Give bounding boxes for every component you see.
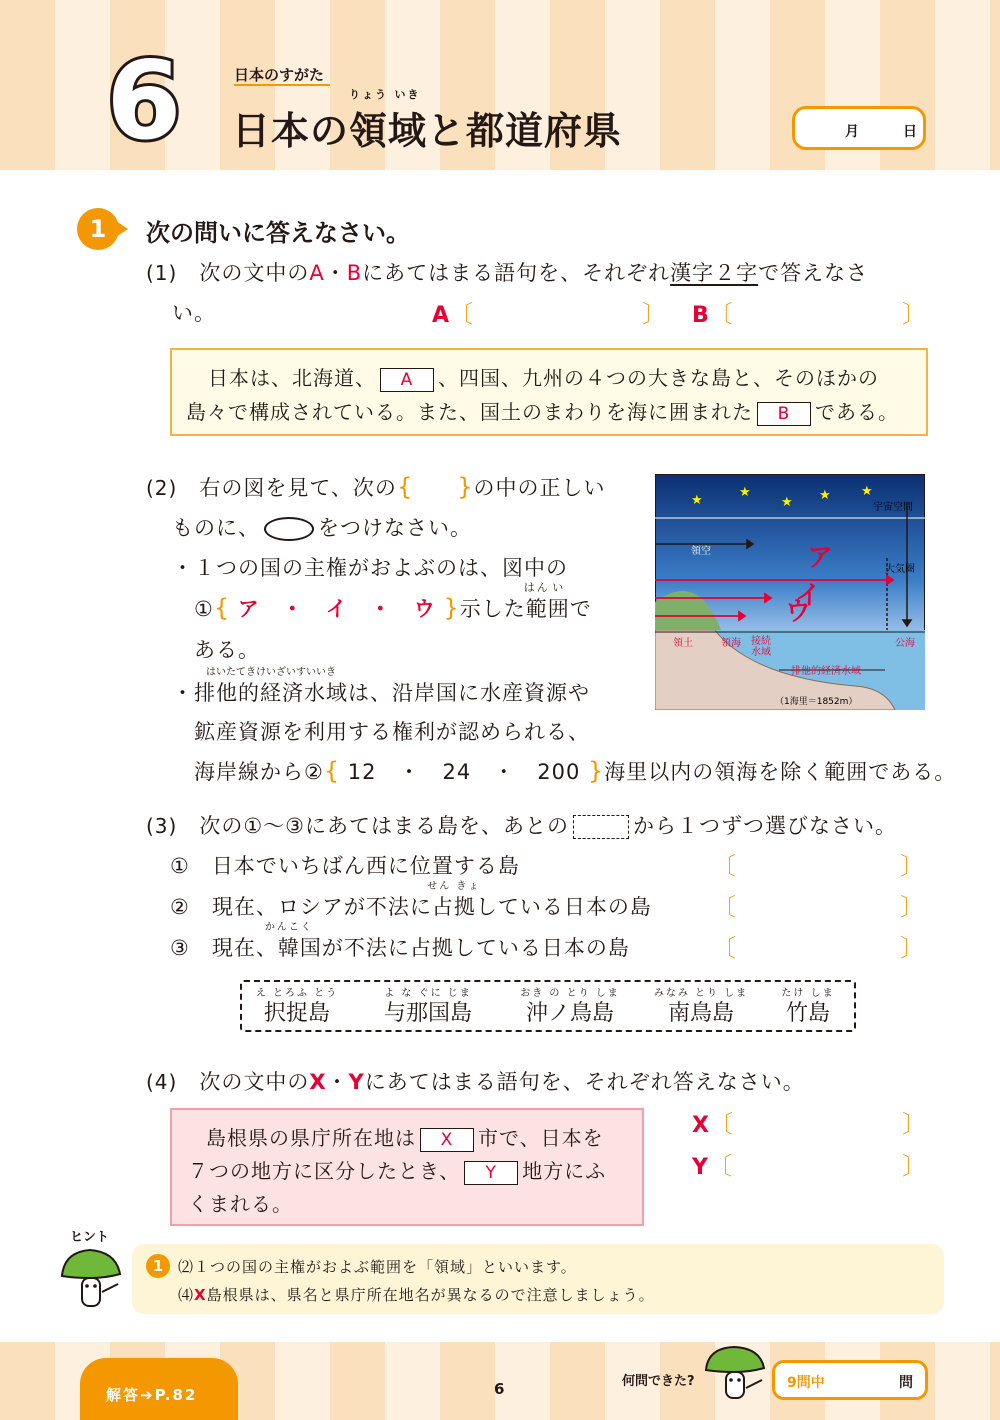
label-u: ウ: [785, 597, 812, 627]
answer-reference-tab[interactable]: 解答➔P.82: [80, 1358, 238, 1420]
mushroom-mascot-icon: [56, 1244, 126, 1314]
svg-text:★: ★: [781, 495, 793, 510]
passage-box-1: 日本は、北海道、 A 、四国、九州の４つの大きな島と、そのほかの 島々で構成されている。また、国土のまわりを海に囲まれた B である。: [170, 348, 928, 436]
question-instruction: 次の問いに答えなさい。: [146, 219, 410, 247]
svg-text:★: ★: [861, 484, 873, 499]
sub3-line: (3) 次の①〜③にあてはまる島を、あとの から１つずつ選びなさい。: [146, 814, 897, 838]
island-choices-box: [240, 980, 856, 1032]
territory-diagram: [655, 474, 925, 710]
svg-text:領土: 領土: [673, 638, 693, 649]
airspace-label: 領空: [691, 546, 711, 557]
svg-text:★: ★: [739, 485, 751, 500]
choice-takeshima: たけ しま 竹島: [781, 988, 835, 1026]
hint-badge: 1: [146, 1254, 170, 1278]
answer-field-3-2[interactable]: 〔 〕: [712, 893, 924, 921]
score-box[interactable]: [772, 1360, 928, 1400]
label-a: ア: [807, 543, 834, 573]
answer-field-3-3[interactable]: 〔 〕: [712, 934, 924, 962]
sub1-line1: (1) 次の文中のA・Bにあてはまる語句を、それぞれ漢字２字で答えなさ: [146, 261, 869, 285]
choice-box-ref: [573, 815, 629, 839]
sub4-line: (4) 次の文中のX・Yにあてはまる語句を、それぞれ答えなさい。: [146, 1070, 805, 1094]
atmosphere-label: 大気圏: [885, 564, 915, 575]
svg-text:接続: 接続: [751, 636, 771, 647]
date-box[interactable]: [792, 106, 926, 150]
sub1-line2: い。: [172, 301, 216, 325]
page-number: 6: [494, 1380, 505, 1398]
sub2-line2: ものに、 をつけなさい。: [172, 516, 472, 540]
answer-field-3-1[interactable]: 〔 〕: [712, 852, 924, 880]
sub2-bullet1-line1: ・１つの国の主権がおよぶのは、図中の: [172, 556, 568, 580]
svg-text:水域: 水域: [751, 647, 771, 658]
svg-text:公海: 公海: [895, 638, 915, 649]
answer-field-y[interactable]: Y〔 〕: [692, 1152, 926, 1180]
answer-field-x[interactable]: X〔 〕: [692, 1110, 926, 1138]
answer-field-a[interactable]: A〔 〕: [432, 300, 666, 328]
svg-text:★: ★: [819, 488, 831, 503]
label-i: イ: [795, 581, 822, 611]
choice-yonaguni: よ な ぐに じま 与那国島: [384, 988, 473, 1026]
choice-minamitori: みなみ とり しま 南鳥島: [653, 988, 749, 1026]
sub2-bullet2-line1: ・ はいたてきけいざいすいいき 排他的経済水域は、沿岸国に水産資源や: [172, 667, 590, 705]
mushroom-mascot-footer-icon: [702, 1344, 768, 1404]
hint-label: ヒント: [70, 1230, 110, 1245]
oval-mark-icon: [264, 517, 314, 541]
score-unit: 問: [899, 1375, 913, 1391]
eez-label: 排他的経済水域: [791, 666, 861, 677]
svg-text:★: ★: [691, 493, 703, 508]
nautical-label: （1海里＝1852m）: [775, 697, 858, 707]
date-month-label: 月: [845, 124, 859, 140]
sub2-bullet2-line3: 海岸線から②{ 12 ・ 24 ・ 200 }海里以内の領海を除く範囲である。: [194, 757, 957, 785]
unit-number: 6: [106, 39, 182, 164]
sub3-item-1: ① 日本でいちばん西に位置する島: [170, 854, 520, 878]
hint-line-2: ⑷X島根県は、県名と県庁所在地名が異なるので注意しましょう。: [178, 1286, 655, 1304]
how-many-label: 何問できた?: [622, 1374, 695, 1389]
sub2-bullet1-line3: ある。: [194, 638, 260, 662]
score-total: 9問中: [787, 1375, 825, 1391]
sub2-bullet2-line2: 鉱産資源を利用する権利が認められる、: [194, 720, 590, 744]
page-title: 日本の りょう 領 いき 域と都道府県: [232, 88, 623, 153]
blank-x: X: [420, 1128, 474, 1152]
sub2-line1: (2) 右の図を見て、次の{ }の中の正しい: [146, 473, 606, 501]
choice-etorofu: え とろふ とう 択捉島: [255, 988, 339, 1026]
blank-y: Y: [464, 1161, 518, 1185]
blank-b: B: [757, 402, 811, 426]
answer-field-b[interactable]: B〔 〕: [692, 300, 926, 328]
series-label: 日本のすがた: [234, 66, 325, 84]
choice-okinotori: おき の とり しま 沖ノ鳥島: [520, 988, 620, 1026]
space-label: 宇宙空間: [873, 502, 913, 513]
series-underline: [234, 84, 330, 86]
sub2-bullet1-line2: ①{ ア ・ イ ・ ウ }示した はん 範 い 囲で: [194, 581, 592, 622]
sub3-item-2: ② 現在、ロシアが不法に せん きょ 占拠している日本の島: [170, 881, 652, 919]
passage-box-4: 島根県の県庁所在地は X 市で、日本を ７つの地方に区分したとき、 Y 地方にふ くまれる。: [170, 1108, 644, 1226]
svg-text:領海: 領海: [721, 638, 741, 649]
hint-line-1: ⑵１つの国の主権がおよぶ範囲を「領域」といいます。: [178, 1258, 577, 1276]
blank-a: A: [380, 368, 434, 392]
date-day-label: 日: [903, 124, 917, 140]
badge-arrow-icon: [116, 221, 128, 237]
question-badge: 1: [77, 208, 119, 250]
sub3-item-3: ③ 現在、 かんこく 韓国が不法に占拠している日本の島: [170, 922, 630, 960]
